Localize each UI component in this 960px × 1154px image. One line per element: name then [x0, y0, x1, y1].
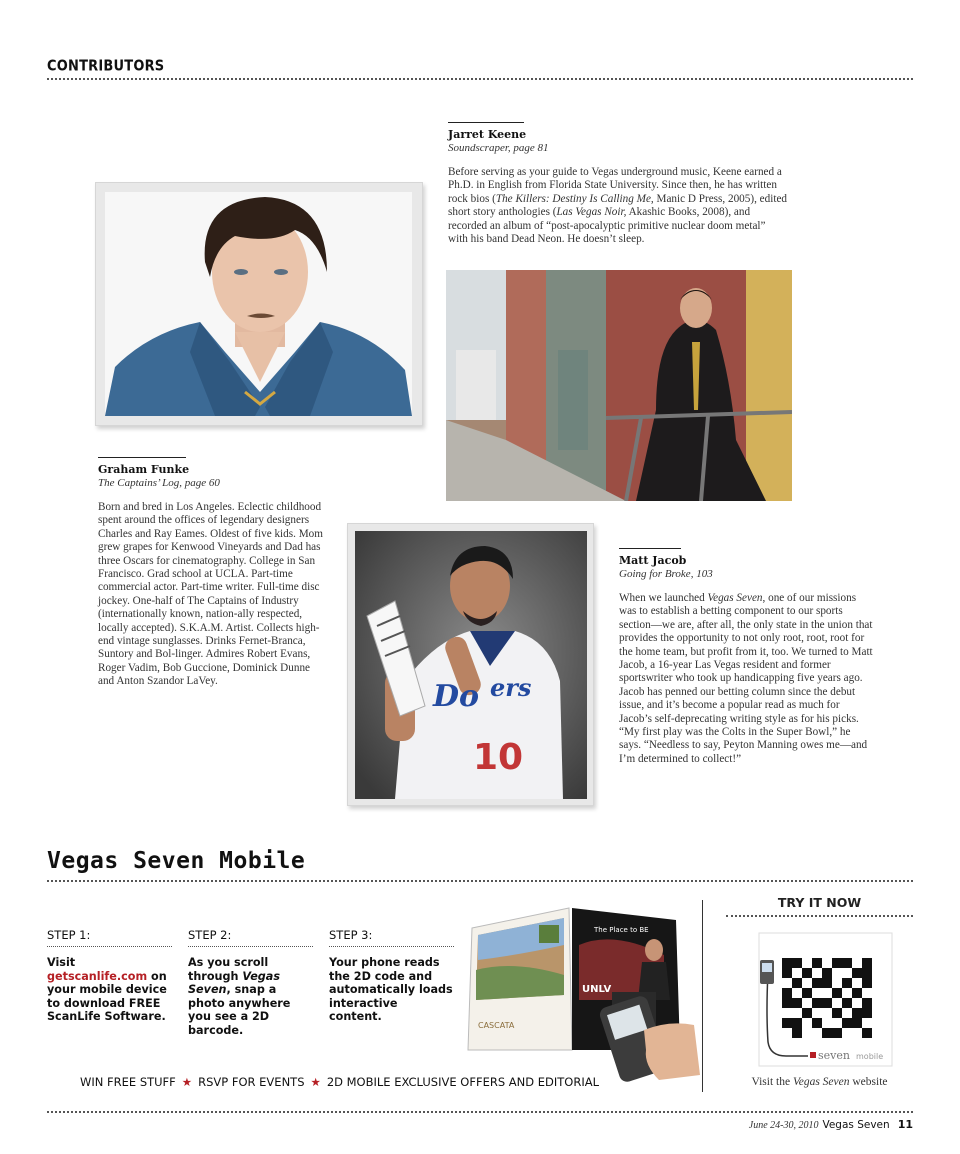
photo-graham-funke [95, 182, 423, 426]
step-text: As you scroll through Vegas Seven, snap a photo anywhere you see a 2D barcode. [188, 956, 291, 1037]
mobile-vertical-divider [702, 900, 703, 1092]
promo-item: RSVP FOR EVENTS [198, 1075, 305, 1089]
bio-rule [448, 122, 524, 123]
section-title: CONTRIBUTORS [47, 58, 165, 76]
step-text: Your phone reads the 2D code and automatically loads interactive content. [329, 956, 453, 1023]
contributor-column: Soundscraper, page 81 [448, 142, 549, 154]
contributor-name: Graham Funke [98, 463, 190, 476]
bio-rule [98, 457, 186, 458]
svg-text:ers: ers [490, 673, 532, 702]
step-text: Visit getscanlife.com on your mobile device to download FREE ScanLife Software. [47, 956, 167, 1023]
qr-brand-seven: seven [818, 1049, 850, 1062]
bio-matt-jacob [619, 548, 873, 766]
step-label: STEP 2: [188, 928, 313, 947]
step-2 [188, 928, 313, 1037]
footer-brand: Vegas Seven [822, 1119, 890, 1131]
alley-image [446, 270, 792, 501]
svg-text:10: 10 [473, 737, 524, 778]
step-3 [329, 928, 454, 1024]
bio-jarret-keene [448, 122, 788, 246]
page-number: 11 [897, 1118, 913, 1131]
page-footer [749, 1118, 913, 1131]
step-label: STEP 1: [47, 928, 172, 947]
contributor-bio: Before serving as your guide to Vegas underground music, Keene earned a Ph.D. in English from Florida State University. Since then, he has written rock bios (The Killers: Destiny Is Calling Me, Manic D Press, 2005), edited short story anthologies (Las Vegas Noir, Akashic Books, 2008), and recorded an album of “post-apocalyptic primitive nuclear doom metal” with his band Dead Neon. He doesn’t sleep. [448, 166, 788, 246]
try-it-now-title: TRY IT NOW [726, 895, 913, 917]
svg-text:Do: Do [433, 679, 480, 714]
step-label: STEP 3: [329, 928, 454, 947]
footer-divider [47, 1111, 913, 1113]
bio-rule [619, 548, 681, 549]
contributor-name: Matt Jacob [619, 554, 687, 567]
bio-graham-funke [98, 457, 324, 689]
qr-brand-mobile: mobile [856, 1052, 884, 1061]
photo-matt-jacob [347, 523, 594, 806]
contributor-name: Jarret Keene [448, 128, 527, 141]
contributor-column: The Captains’ Log, page 60 [98, 477, 220, 489]
visit-website-caption: Visit the Vegas Seven website [751, 1076, 888, 1088]
issue-date: June 24-30, 2010 [748, 1120, 819, 1131]
contributor-column: Going for Broke, 103 [619, 568, 713, 580]
qr-code-image[interactable] [758, 932, 893, 1067]
promo-item: 2D MOBILE EXCLUSIVE OFFERS AND EDITORIAL [326, 1075, 600, 1089]
step-1 [47, 928, 172, 1024]
promo-item: WIN FREE STUFF [80, 1075, 176, 1089]
magazine-page-title: The Place to BE [594, 926, 649, 934]
portrait-image [105, 192, 412, 416]
mobile-section-title: Vegas Seven Mobile [47, 848, 306, 874]
magazine-logo: UNLV [582, 984, 612, 995]
dodgers-fan-image [355, 531, 587, 799]
star-icon: ★ [310, 1075, 321, 1089]
mobile-divider [47, 880, 913, 882]
star-icon: ★ [181, 1075, 193, 1089]
scanlife-link[interactable]: getscanlife.com [47, 969, 148, 983]
promo-line [80, 1075, 599, 1089]
header-divider [47, 78, 913, 80]
photo-jarret-keene [446, 270, 792, 501]
magazine-corner-text: CASCATA [478, 1021, 515, 1030]
magazine-phone-image [464, 900, 704, 1085]
contributor-bio: When we launched Vegas Seven, one of our missions was to establish a betting component to our sports section—we are, after all, the only state in the union that provides the opportunity to not only root, root, root for the home team, but profit from it, too. We turned to Matt Jacob, a 16-year Las Vegas resident and former sportswriter who took up handicapping five years ago. Jacob has penned our betting column since the debut issue, and it’s become a popular read as much for Jacob’s self-deprecating writing style as for his picks. “My first play was the Colts in the Super Bowl,” he says. “Needless to say, Peyton Manning owes me—and I’m determined to collect!” [619, 592, 873, 765]
contributor-bio: Born and bred in Los Angeles. Eclectic childhood spent around the offices of legendary designers Charles and Ray Eames. Oldest of five kids. Mom grew grapes for Kenwood Vineyards and Dad has three Oscars for cinematography. College in San Francisco. Grad school at UCLA. Part-time commercial actor. Part-time writer. Full-time disc jockey. One-half of The Captains of Industry (internationally known, nation-ally respected, locally accepted). S.K.A.M. Artist. Collects high-end vintage sunglasses. Drinks Fernet-Branca, Suntory and Bol-linger. Admires Robert Evans, Roger Vadim, Bob Guccione, Dominick Dunne and Anton Szandor LaVey. [98, 501, 323, 688]
try-it-now-box [726, 895, 913, 917]
